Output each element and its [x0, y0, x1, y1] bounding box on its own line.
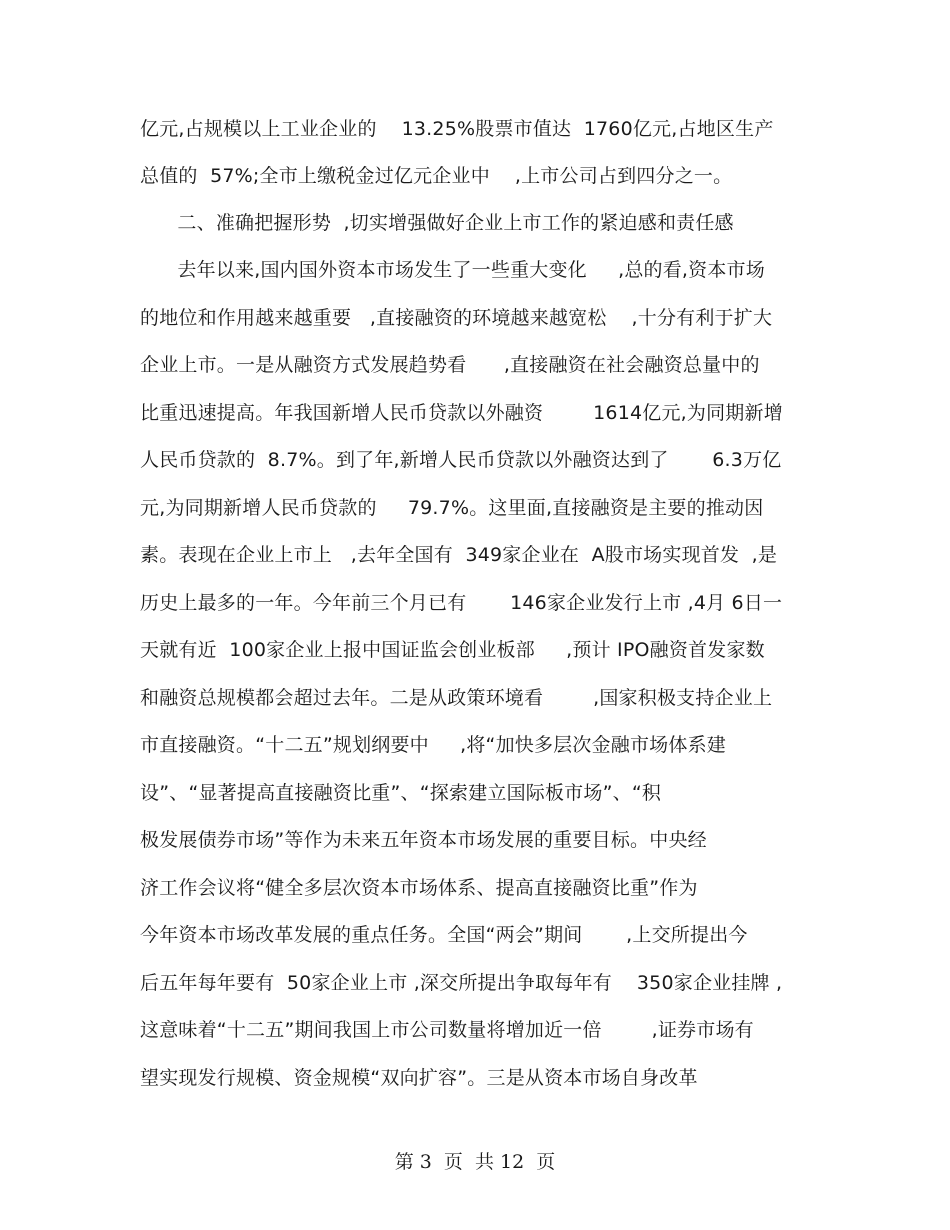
body-line: 和融资总规模都会超过去年。二是从政策环境看 ,国家积极支持企业上	[140, 687, 773, 709]
body-line: 素。表现在企业上市上 ,去年全国有 349家企业在 A股市场实现首发 ,是	[140, 544, 778, 566]
body-line: 元,为同期新增人民币贷款的 79.7%。这里面,直接融资是主要的推动因	[140, 497, 764, 519]
body-line: 的地位和作用越来越重要 ,直接融资的环境越来越宽松 ,十分有利于扩大	[140, 307, 773, 329]
body-line: 企业上市。一是从融资方式发展趋势看 ,直接融资在社会融资总量中的	[140, 354, 760, 376]
body-line: 市直接融资。“十二五”规划纲要中 ,将“加快多层次金融市场体系建	[140, 734, 726, 756]
section-heading: 二、准确把握形势 ,切实增强做好企业上市工作的紧迫感和责任感	[140, 212, 734, 234]
body-line: 人民币贷款的 8.7%。到了年,新增人民币贷款以外融资达到了 6.3万亿	[140, 449, 782, 471]
body-line: 后五年每年要有 50家企业上市 ,深交所提出争取每年有 350家企业挂牌 ,	[140, 972, 783, 994]
body-line: 济工作会议将“健全多层次资本市场体系、提高直接融资比重”作为	[140, 877, 698, 899]
body-line: 亿元,占规模以上工业企业的 13.25%股票市值达 1760亿元,占地区生产	[140, 118, 774, 140]
body-line: 比重迅速提高。年我国新增人民币贷款以外融资 1614亿元,为同期新增	[140, 402, 783, 424]
body-line: 极发展债券市场”等作为未来五年资本市场发展的重要目标。中央经	[140, 829, 707, 851]
body-line: 设”、“显著提高直接融资比重”、“探索建立国际板市场”、“积	[140, 782, 662, 804]
body-line: 历史上最多的一年。今年前三个月已有 146家企业发行上市 ,4月 6日一	[140, 592, 783, 614]
body-line: 这意味着“十二五”期间我国上市公司数量将增加近一倍 ,证券市场有	[140, 1019, 754, 1041]
body-line: 总值的 57%;全市上缴税金过亿元企业中 ,上市公司占到四分之一。	[140, 165, 733, 187]
page-number-footer: 第 3 页 共 12 页	[394, 1151, 556, 1173]
body-line: 今年资本市场改革发展的重点任务。全国“两会”期间 ,上交所提出今	[140, 924, 748, 946]
body-line: 望实现发行规模、资金规模“双向扩容”。三是从资本市场自身改革	[140, 1067, 698, 1089]
body-line: 去年以来,国内国外资本市场发生了一些重大变化 ,总的看,资本市场	[140, 259, 765, 281]
body-line: 天就有近 100家企业上报中国证监会创业板部 ,预计 IPO融资首发家数	[140, 639, 765, 661]
